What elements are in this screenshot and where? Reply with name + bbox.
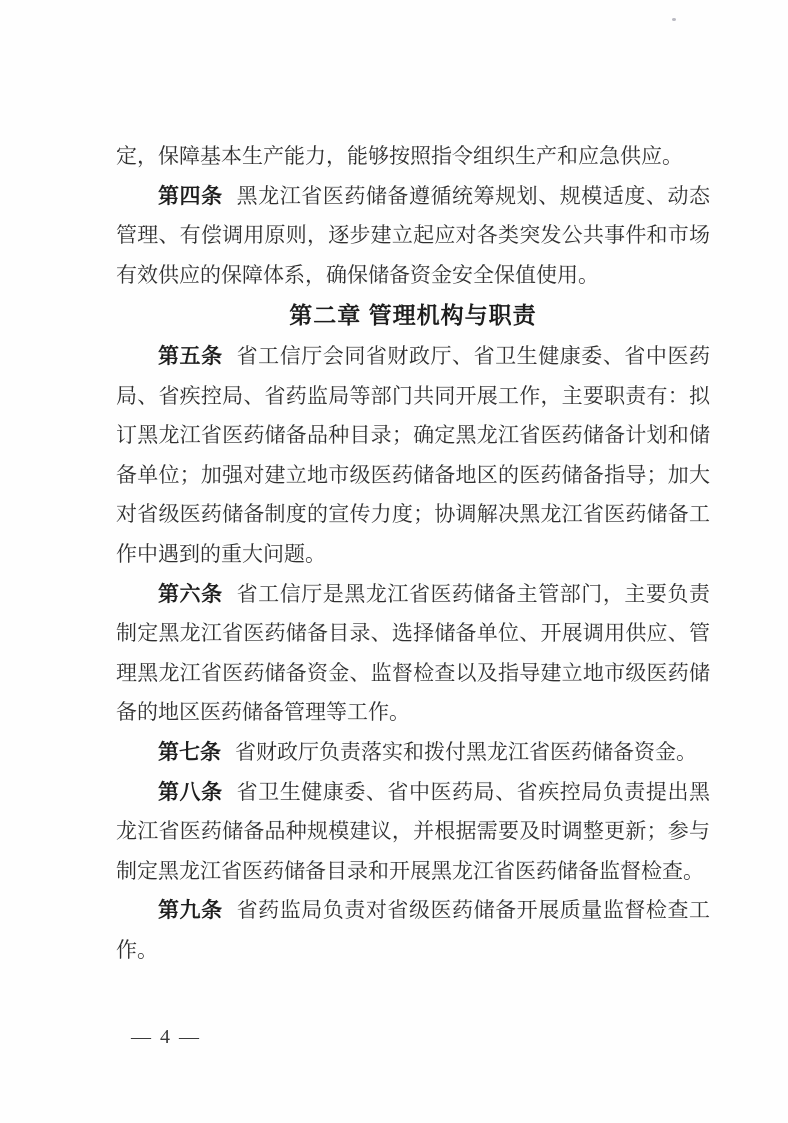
article-paragraph: [116, 773, 710, 892]
article-text: 省工信厅会同省财政厅、省卫生健康委、省中医药局、省疾控局、省药监局等部门共同开展工作，主要职责有：拟订黑龙江省医药储备品种目录；确定黑龙江省医药储备计划和储备单位；加强对建立地市级医药储备地区的医药储备指导；加大对省级医药储备制度的宣传力度；协调解决黑龙江省医药储备工作中遇到的重大问题。: [116, 343, 710, 566]
paragraph-continuation: [116, 137, 710, 177]
article-text: 省工信厅是黑龙江省医药储备主管部门，主要负责制定黑龙江省医药储备目录、选择储备单位、开展调用供应、管理黑龙江省医药储备资金、监督检查以及指导建立地市级医药储备的地区医药储备管理等工作。: [116, 581, 710, 725]
article-paragraph: [116, 337, 710, 575]
article-paragraph: [116, 733, 710, 773]
article-paragraph: [116, 177, 710, 296]
page-number: — 4 —: [131, 1026, 201, 1048]
article-number-label: 第四条: [158, 184, 223, 208]
scan-artifact-dot: [672, 18, 676, 21]
article-text: 省财政厅负责落实和拨付黑龙江省医药储备资金。: [235, 739, 697, 764]
article-number-label: 第九条: [158, 899, 223, 923]
chapter-heading: 第二章 管理机构与职责: [289, 302, 537, 329]
article-number-label: 第七条: [158, 740, 221, 764]
article-text: 定，保障基本生产能力，能够按照指令组织生产和应急供应。: [116, 144, 683, 168]
article-text: 省卫生健康委、省中医药局、省疾控局负责提出黑龙江省医药储备品种规模建议，并根据需要及时调整更新；参与制定黑龙江省医药储备目录和开展黑龙江省医药储备监督检查。: [116, 779, 710, 883]
article-text: 黑龙江省医药储备遵循统筹规划、规模适度、动态管理、有偿调用原则，逐步建立起应对各类突发公共事件和市场有效供应的保障体系，确保储备资金安全保值使用。: [116, 183, 710, 287]
document-body: [116, 137, 710, 970]
article-text: 省药监局负责对省级医药储备开展质量监督检查工作。: [116, 898, 710, 962]
article-paragraph: [116, 891, 710, 970]
article-number-label: 第六条: [158, 582, 223, 606]
article-paragraph: [116, 575, 710, 733]
article-number-label: 第八条: [158, 780, 223, 804]
article-number-label: 第五条: [158, 344, 223, 368]
